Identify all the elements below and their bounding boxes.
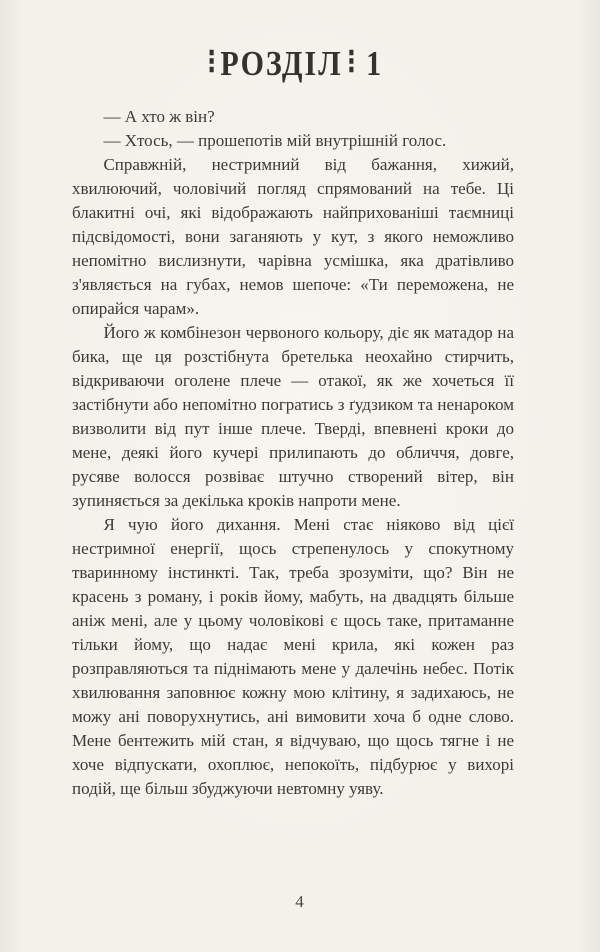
paragraph: — А хто ж він? <box>103 107 215 126</box>
chapter-heading <box>72 44 514 84</box>
chapter-title: РОЗДІЛ <box>220 45 343 84</box>
heading-ornament-left: ⁝ <box>206 42 217 81</box>
paragraph: Справжній, нестримний від бажання, хижий, хвилюючий, чоловічий погляд спрямований на тебе. Ці блакитні очі, які відображають найприхованіші таємниці підсвідомості, вони заганяють у кут, з якого неможливо непомітно вислизнути, чарівна усмішка, яка дратівливо з'являється на губах, немов шепоче: «Ти переможена, не опирайся чарам». <box>72 155 514 318</box>
paragraph: Я чую його дихання. Мені стає ніяково від цієї нестримної енергії, щось стрепенулось у спокутному тваринному інстинкті. Так, треба зрозуміти, що? Він не красень з роману, і років йому, мабуть, на двадцять більше аніж мені, але у цьому чоловікові є щось таке, притаманне тільки йому, що надає мені крила, які кожен раз розправляються та піднімають мене у далечінь небес. Потік хвилювання заповнює кожну мою клітину, я задихаюсь, не можу ані поворухнутись, ані вимовити хоча б одне слово. Мене бентежить мій стан, я відчуваю, що щось тягне і не хоче відпускати, охоплює, непокоїть, підбурює у вихорі подій, ще більш збуджуючи невтомну уяву. <box>72 515 514 798</box>
heading-ornament-right: ⁝ <box>346 42 357 81</box>
paragraph: — Хтось, — прошепотів мій внутрішній голос. <box>103 131 447 150</box>
chapter-number: 1 <box>366 45 384 84</box>
paragraph: Його ж комбінезон червоного кольору, діє як матадор на бика, ще ця розстібнута бретелька неохайно стирчить, відкриваючи оголене плече — отакої, як же хочеться її застібнути або непомітно погратись з ґудзиком та ненароком визволити від пут інше плече. Тверді, впевнені кроки до мене, деякі його кучері прилипають до обличчя, довге, русяве волосся розвіває штучно створений вітер, він зупиняється за декілька кроків напроти мене. <box>72 323 514 510</box>
page-number: 4 <box>295 892 305 911</box>
text-block <box>72 105 514 801</box>
